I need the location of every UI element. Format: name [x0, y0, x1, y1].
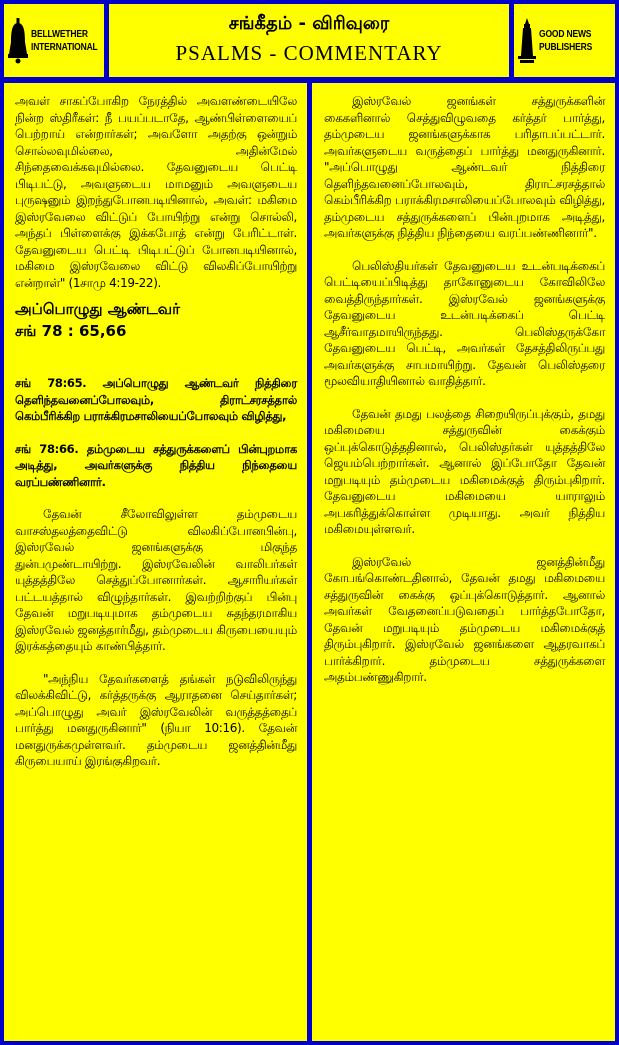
commentary-paragraph-6: இஸ்ரவேல் ஜனத்தின்மீது கோபங்கொண்டதினால், தேவன் தமது மகிமையை சத்துருவின் கைக்கு ஒப்புக்கொடுத்தார். ஆனால் அவர்கள் வேதனைப்படுவதைப் பார்த்தபோதோ, தேவன் மறுபடியும் தம்முடைய மகிமைக்குத் திரும்புகிறார். இஸ்ரவேல் ஜனங்களை ஆதரவாகப் பார்க்கிறார். தம்முடைய சத்துருக்களை அதம்பண்ணுகிறார்.	[324, 554, 605, 684]
commentary-paragraph-3: இஸ்ரவேல் ஜனங்கள் சத்துருக்களின் கைகளினால் செத்துவிழுவதை கர்த்தர் பார்த்து, தம்முடைய ஜனங்களுக்காக பரிதாபப்பட்டார். அவர்களுடைய வருத்தைப் பார்த்து மனதுருகினார். "அப்பொழுது ஆண்டவர் நித்திரை தெளிந்தவனைப்போலவும், திராட்சரசத்தால் கெம்பீரிக்கிற பராக்கிரமசாலியைப்போலவும் விழித்து, தம்முடைய சத்துருக்களைப் பின்புறமாக அடித்து, அவர்களுக்கு நித்திய நிந்தையை வரப்பண்ணினார்".	[324, 94, 605, 240]
bellwether-logo-cell	[4, 4, 104, 77]
bellwether-logo	[4, 4, 104, 77]
section-reference: சங் 78 : 65,66	[15, 322, 127, 340]
good-news-logo	[514, 4, 615, 77]
logo-line-1: GOOD NEWS	[539, 28, 592, 40]
commentary-paragraph-2: "அந்நிய தேவர்களைத் தங்கள் நடுவிலிருந்து விலக்கிவிட்டு, கர்த்தருக்கு ஆராதனை செய்தார்கள்; அப்பொழுது அவர் இஸ்ரவேலின் வருத்தத்தைப் பார்த்து மனதுருகினார்" (நியா 10:16). தேவன் மனதுருக்கமுள்ளவர். தம்முடைய ஜனத்தின்மீது கிருபையாய் இரங்குகிறவர்.	[15, 671, 297, 768]
tower-icon	[518, 18, 536, 64]
title-box	[109, 4, 509, 77]
title-tamil: சங்கீதம் - விரிவுரை	[228, 13, 390, 34]
verse-78-65: சங் 78:65. அப்பொழுது ஆண்டவர் நித்திரை தெளிந்தவனைப்போலவும், திராட்சரசத்தால் கெம்பீரிக்கிற பராக்கிரமசாலியைப்போலவும் விழித்து,	[15, 376, 297, 423]
left-column	[4, 83, 307, 1041]
bell-icon	[8, 18, 28, 64]
commentary-paragraph-1: தேவன் சீலோவிலுள்ள தம்முடைய வாசஸ்தலத்தைவிட்டு விலகிப்போனபின்பு, இஸ்ரவேல் ஜனங்களுக்கு மிகுந்த துன்பமுண்டாயிற்று. இஸ்ரவேலின் வாலிபர்கள் யுத்தத்திலே செத்துப்போனார்கள். ஆசாரியர்கள் பட்டயத்தால் விழுந்தார்கள். இவற்றிற்குப் பின்பு தேவன் மறுபடியுமாக தம்முடைய சுதந்தரமாகிய இஸ்ரவேல் ஜனத்தார்மீது, தம்முடைய கிருபையையும் இரக்கத்தையும் காண்பித்தார்.	[15, 507, 297, 653]
good-news-logo-cell	[514, 4, 615, 77]
logo-line-2: INTERNATIONAL	[31, 41, 98, 53]
logo-line-2: PUBLISHERS	[539, 41, 593, 53]
verse-78-66: சங் 78:66. தம்முடைய சத்துருக்களைப் பின்புறமாக அடித்து, அவர்களுக்கு நித்திய நிந்தையை வரப்பண்ணினார்.	[15, 441, 297, 489]
commentary-paragraph-4: பெலிஸ்தியர்கள் தேவனுடைய உடன்படிக்கைப் பெட்டியைப்பிடித்து தாகோனுடைய கோவிலிலே வைத்திருந்தார்கள். இஸ்ரவேல் ஜனங்களுக்கு தேவனுடைய உடன்படிக்கைப் பெட்டி ஆசீர்வாதமாயிருந்தது. பெலிஸ்தருக்கோ தேவனுடைய பெட்டி, அவர்கள் தேசத்திலிருப்பது அவர்களுக்கு சாபமாயிற்று. தேவன் பெலிஸ்தரை மூலவியாதியினால் வாதித்தார்.	[324, 258, 605, 388]
section-heading: அப்பொழுது ஆண்டவர்	[15, 300, 180, 318]
commentary-paragraph-5: தேவன் தமது பலத்தை சிறையிருப்புக்கும், தமது மகிமையை சத்துருவின் கைக்கும் ஒப்புக்கொடுத்ததினால், பெலிஸ்தர்கள் யுத்தத்திலே ஜெயம்பெற்றார்கள். ஆனால் இப்போதோ தேவன் மறுபடியும் தம்முடைய மகிமைக்குத் திரும்புகிறார். தேவனுடைய மகிமையை யாராலும் அபகரித்துக்கொள்ள முடியாது. அவர் நித்திய மகிமையுள்ளவர்.	[324, 406, 605, 536]
right-column	[312, 83, 615, 1041]
title-english: PSALMS - COMMENTARY	[175, 41, 443, 65]
intro-paragraph: அவள் சாகப்போகிற நேரத்தில் அவளண்டையிலே நின்ற ஸ்திரீகள்: நீ பயப்படாதே, ஆண்பிள்ளையைப் பெற்றாய் என்றார்கள்; அவளோ அதற்கு ஒன்றும் சொல்லவுமில்லை, அதின்மேல் சிந்தைவைக்கவுமில்லை. தேவனுடைய பெட்டி பிடிபட்டு, அவளுடைய மாமனும் அவளுடைய புருஷனும் இறந்துபோனபடியினால், அவள்: மகிமை இஸ்ரவேலை விட்டுப் போயிற்று என்று சொல்லி, அந்தப் பிள்ளைக்கு இக்கபோத் என்று பேரிட்டாள். தேவனுடைய பெட்டி பிடிபட்டுப் போனபடியினால், மகிமை இஸ்ரவேலை விட்டு விலகிப்போயிற்று என்றாள்" (1சாமு 4:19-22).	[15, 94, 297, 290]
logo-line-1: BELLWETHER	[31, 28, 88, 40]
